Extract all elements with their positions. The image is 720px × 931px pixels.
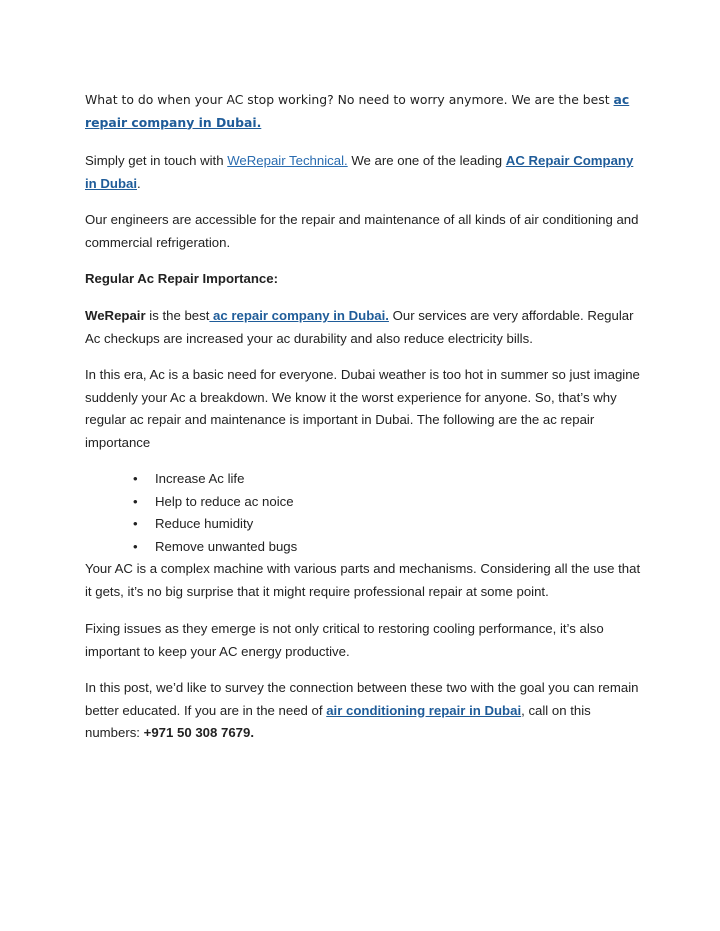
ac-repair-company-link[interactable]: ac repair company in Dubai.: [85, 92, 630, 130]
list-item-label: Reduce humidity: [155, 516, 254, 531]
phone-number: +971 50 308 7679.: [143, 725, 255, 740]
closing-paragraph: [85, 677, 645, 745]
list-item: [85, 468, 605, 491]
list-item-label: Increase Ac life: [155, 471, 245, 486]
section-heading: Regular Ac Repair Importance:: [85, 271, 278, 286]
bullet-icon: •: [133, 538, 138, 554]
contact-paragraph: [85, 150, 645, 195]
complex-machine-paragraph: Your AC is a complex machine with various parts and mechanisms. Considering all the use that it gets, it’s no big surprise that it might require professional repair at some point.: [85, 561, 641, 599]
importance-paragraph: In this era, Ac is a basic need for everyone. Dubai weather is too hot in summer so just imagine suddenly your Ac a breakdown. We know it the worst experience for anyone. So, that’s why regular ac repair and maintenance is important in Dubai. The following are the ac repair importance: [85, 367, 640, 450]
list-item-label: Help to reduce ac noice: [155, 493, 294, 509]
bullet-icon: •: [133, 493, 138, 509]
list-item-label: Remove unwanted bugs: [155, 538, 298, 554]
intro-text: What to do when your AC stop working? No need to worry anymore. We are the best: [85, 92, 614, 107]
werepair-text-a: is the best: [145, 308, 210, 323]
ac-repair-company-dubai-link[interactable]: AC Repair Company in Dubai: [85, 153, 634, 191]
engineers-paragraph: Our engineers are accessible for the repair and maintenance of all kinds of air conditioning and commercial refrigeration.: [85, 212, 639, 250]
bullet-icon: •: [133, 516, 138, 531]
list-item: [85, 491, 605, 514]
best-ac-repair-link[interactable]: ac repair company in Dubai.: [209, 308, 389, 323]
fixing-issues-paragraph: Fixing issues as they emerge is not only critical to restoring cooling performance, it’s also important to keep your AC energy productive.: [85, 621, 604, 659]
werepair-paragraph: [85, 305, 645, 350]
intro-paragraph: [85, 89, 645, 134]
list-item: [85, 513, 605, 536]
list-item: [85, 536, 605, 559]
contact-text-c: .: [137, 175, 141, 191]
bullet-icon: •: [133, 471, 138, 486]
werepair-text-b: Our services are very affordable. Regular Ac checkups are increased your ac durability and also reduce electricity bills.: [85, 308, 634, 346]
air-conditioning-repair-link[interactable]: air conditioning repair in Dubai: [326, 702, 522, 718]
closing-text-b: , call on this numbers:: [85, 702, 591, 740]
importance-list: [85, 468, 605, 558]
contact-text-b: We are one of the leading: [347, 153, 506, 168]
contact-text-a: Simply get in touch with: [85, 153, 228, 168]
werepair-technical-link[interactable]: WeRepair Technical.: [227, 153, 348, 168]
brand-name: WeRepair: [85, 308, 146, 323]
closing-text-a: In this post, we’d like to survey the connection between these two with the goal you can remain better educated. If you are in the need of: [85, 680, 639, 718]
